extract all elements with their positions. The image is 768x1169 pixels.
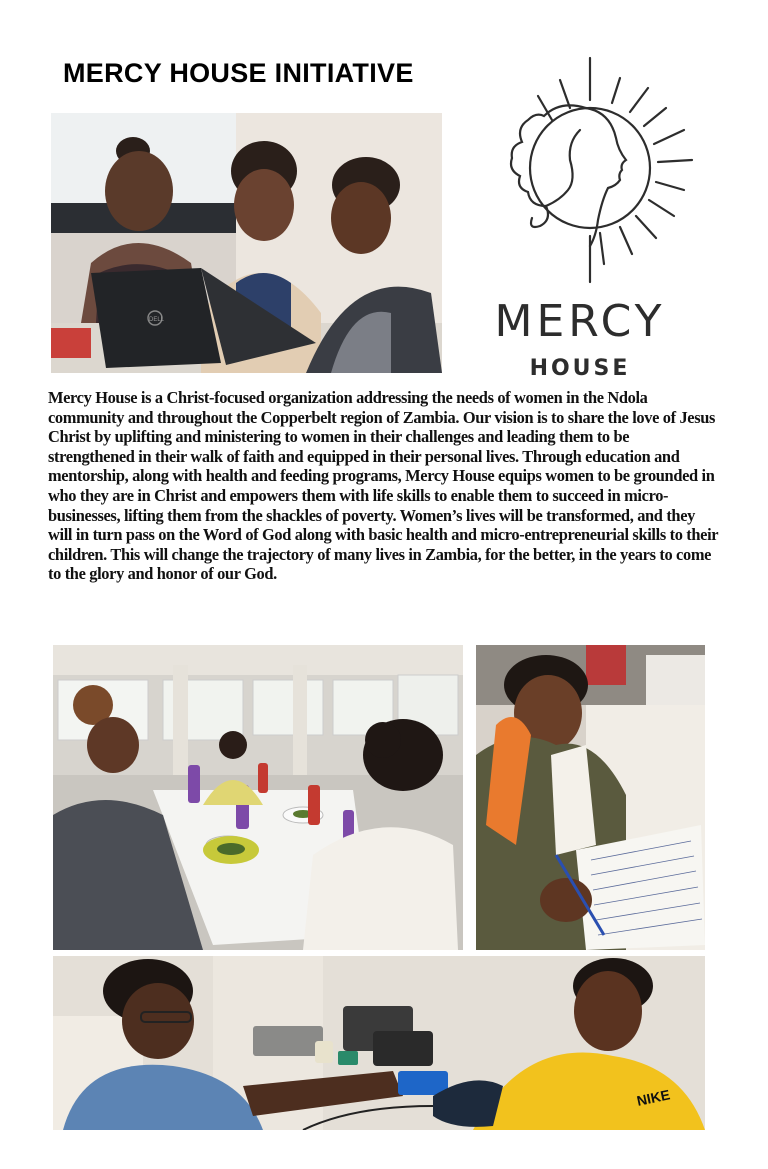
laptop-brand-label: DELL	[149, 317, 165, 323]
blood-pressure-check-photo	[53, 956, 705, 1130]
page-title: MERCY HOUSE INITIATIVE	[63, 58, 414, 88]
logo-name-line2: HOUSE	[529, 356, 631, 381]
woman-writing-photo	[476, 645, 705, 950]
woman-profile-with-sun-rays-icon	[470, 50, 710, 290]
women-laptop-photo	[51, 113, 442, 373]
logo-name-line1: MERCY	[494, 296, 666, 347]
mission-paragraph: Mercy House is a Christ-focused organization addressing the needs of women in the Ndola community and throughout the Copperbelt region of Zambia. Our vision is to share the love of Jesus Christ by uplifting and ministering to women in their challenges and leading them to be strengthened in their walk of faith and equipped in their personal lives. Through education and mentorship, along with health and feeding programs, Mercy House equips women to be grounded in who they are in Christ and empowers them with life skills to enable them to succeed in micro-businesses, lifting them from the shackles of poverty. Women’s lives will be transformed, and they will in turn pass on the Word of God along with basic health and micro-entrepreneurial skills to their children. This will change the trajectory of many lives in Zambia, for the better, in the years to come to the glory and honor of our God.	[48, 388, 718, 584]
shirt-text: NIKE	[635, 1086, 672, 1109]
women-meal-photo	[53, 645, 463, 950]
mercy-house-logo	[470, 50, 710, 390]
